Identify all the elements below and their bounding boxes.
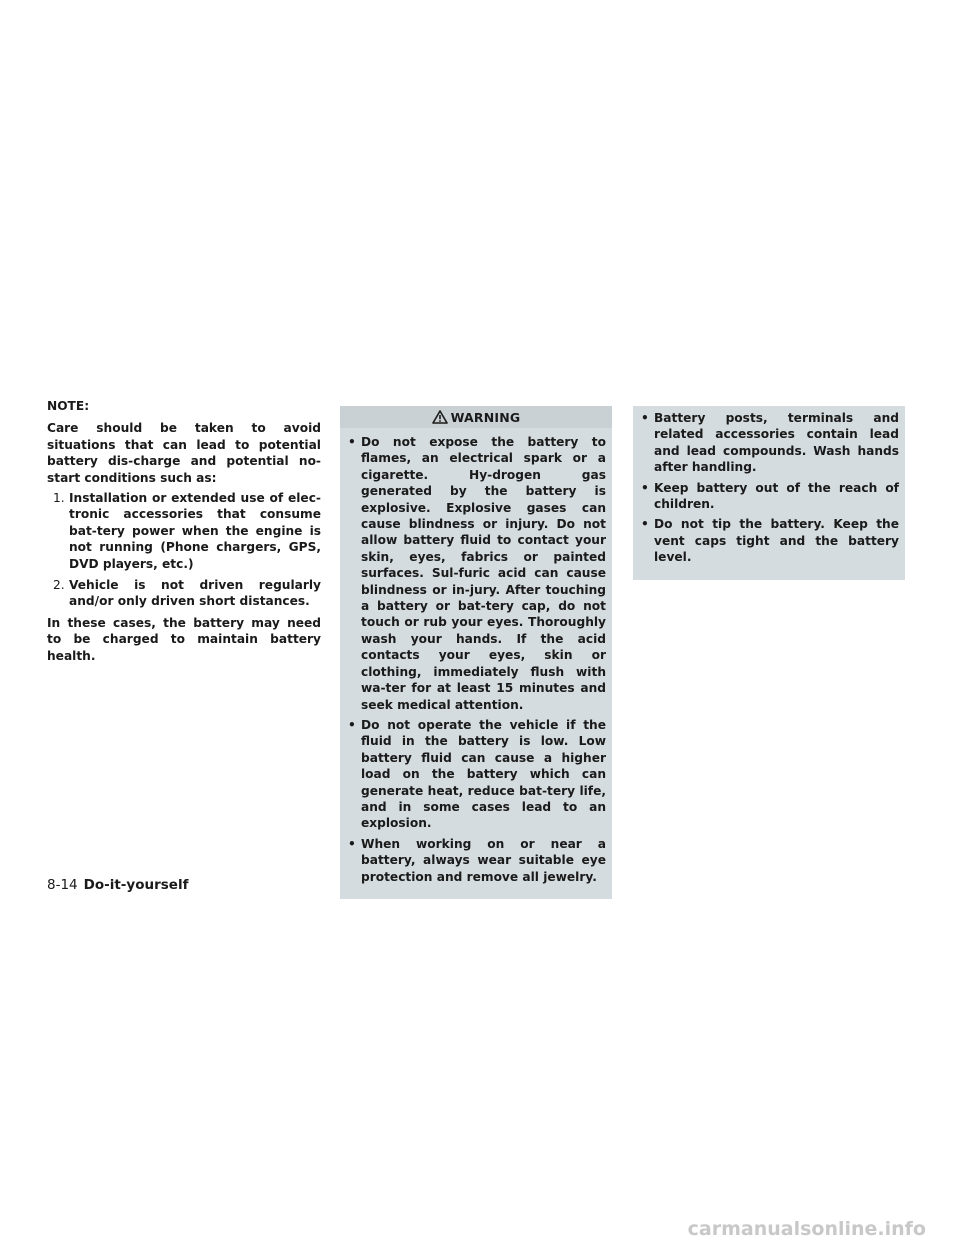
- note-item-number: 1.: [53, 491, 65, 506]
- note-intro: Care should be taken to avoid situations that can lead to potential battery dis-charge and potential no-start conditions such as:: [47, 421, 321, 485]
- warning-bullet: • Do not operate the vehicle if the fluid in the battery is low. Low battery fluid can cause a higher load on the battery which can generate heat, reduce bat-tery life, and in some cases lead to an explosion.: [346, 717, 606, 832]
- note-label: NOTE:: [47, 399, 90, 413]
- warning-list: [340, 428, 612, 885]
- warning-title: WARNING: [450, 409, 521, 425]
- page-number: 8-14: [47, 877, 78, 893]
- warning-bullet: • Battery posts, terminals and related accessories contain lead and lead compounds. Wash hands after handling.: [639, 410, 899, 476]
- warning-bullet: • Do not expose the battery to flames, an electrical spark or a cigarette. Hy-drogen gas generated by the battery is explosive. Explosive gases can cause blindness or injury. Do not allow battery fluid to contact your skin, eyes, fabrics or painted surfaces. Sul-furic acid can cause blindness or in-jury. After touching a battery or bat-tery cap, do not touch or rub your eyes. Thoroughly wash your hands. If the acid contacts your eyes, skin or clothing, immediately flush with wa-ter for at least 15 minutes and seek medical attention.: [346, 434, 606, 713]
- section-title: Do-it-yourself: [83, 877, 189, 893]
- note-item-number: 2.: [53, 578, 65, 593]
- note-item-text: Vehicle is not driven regularly and/or only driven short distances.: [69, 578, 321, 609]
- note-list: [47, 490, 321, 610]
- warning-continued-box: [633, 406, 905, 580]
- note-list-item: [47, 490, 321, 572]
- warning-box: [340, 406, 612, 899]
- warning-bullet: • Keep battery out of the reach of children.: [639, 480, 899, 513]
- page-footer: [47, 877, 188, 893]
- warning-bullet: • When working on or near a battery, always wear suitable eye protection and remove all jewelry.: [346, 836, 606, 885]
- note-list-item: [47, 577, 321, 610]
- warning-triangle-icon: [432, 410, 448, 424]
- note-outro: In these cases, the battery may need to be charged to maintain battery health.: [47, 615, 321, 663]
- watermark: carmanualsonline.info: [687, 1218, 926, 1240]
- warning-header: [340, 406, 612, 428]
- warning-continued-list: [633, 406, 905, 566]
- warning-bullet: • Do not tip the battery. Keep the vent caps tight and the battery level.: [639, 516, 899, 565]
- note-item-text: Installation or extended use of elec-tronic accessories that consume bat-tery power when the engine is not running (Phone chargers, GPS, DVD players, etc.): [69, 491, 321, 571]
- note-column: [47, 398, 321, 668]
